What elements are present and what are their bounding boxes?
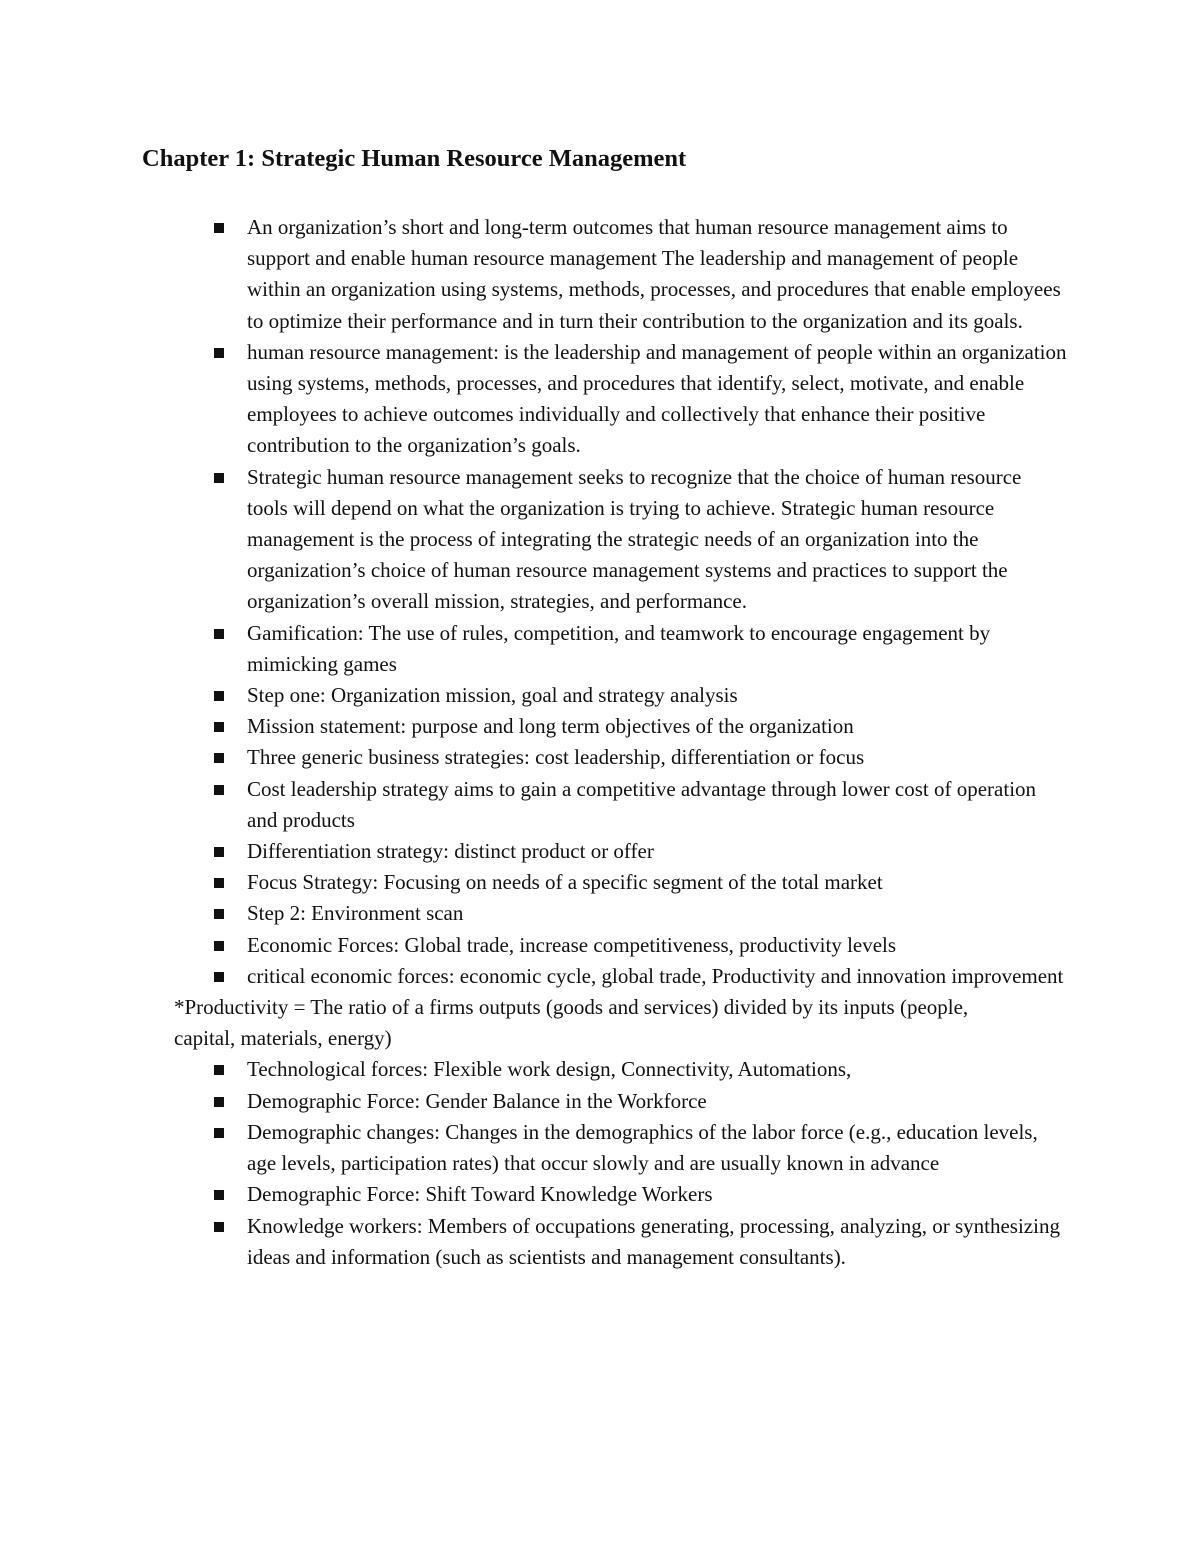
list-item: Economic Forces: Global trade, increase competitiveness, productivity levels [247,930,1067,961]
square-bullet-icon [214,909,224,919]
chapter-heading: Strategic Human Resource Management [255,145,687,172]
list-item: Technological forces: Flexible work design, Connectivity, Automations, [247,1054,1067,1085]
bullet-list-secondary [0,1054,1200,1272]
square-bullet-icon [214,1065,224,1075]
chapter-title [142,142,686,176]
square-bullet-icon [214,941,224,951]
chapter-label: Chapter 1: [142,145,256,172]
square-bullet-icon [214,629,224,639]
square-bullet-icon [214,1190,224,1200]
square-bullet-icon [214,473,224,483]
list-item: human resource management: is the leadership and management of people within an organization using systems, methods, processes, and procedures that identify, select, motivate, and enable employees to achieve outcomes individually and collectively that enhance their positive contribution to the organization’s goals. [247,337,1067,462]
square-bullet-icon [214,1128,224,1138]
list-item: Mission statement: purpose and long term objectives of the organization [247,711,1067,742]
square-bullet-icon [214,1097,224,1107]
list-item: Differentiation strategy: distinct product or offer [247,836,1067,867]
square-bullet-icon [214,691,224,701]
square-bullet-icon [214,847,224,857]
list-item: Demographic Force: Gender Balance in the Workforce [247,1086,1067,1117]
list-item: Step one: Organization mission, goal and strategy analysis [247,680,1067,711]
document-body [0,212,1200,1273]
list-item: Three generic business strategies: cost leadership, differentiation or focus [247,742,1067,773]
list-item: Focus Strategy: Focusing on needs of a specific segment of the total market [247,867,1067,898]
list-item: Strategic human resource management seeks to recognize that the choice of human resource tools will depend on what the organization is trying to achieve. Strategic human resource management is the process of integrating the strategic needs of an organization into the organization’s choice of human resource management systems and practices to support the organization’s overall mission, strategies, and performance. [247,462,1067,618]
square-bullet-icon [214,878,224,888]
list-item: Demographic Force: Shift Toward Knowledge Workers [247,1179,1067,1210]
square-bullet-icon [214,223,224,233]
list-item: An organization’s short and long-term outcomes that human resource management aims to support and enable human resource management The leadership and management of people within an organization using systems, methods, processes, and procedures that enable employees to optimize their performance and in turn their contribution to the organization and its goals. [247,212,1067,337]
list-item: Step 2: Environment scan [247,898,1067,929]
square-bullet-icon [214,1222,224,1232]
list-item: critical economic forces: economic cycle, global trade, Productivity and innovation improvement [247,961,1067,992]
productivity-note: *Productivity = The ratio of a firms outputs (goods and services) divided by its inputs (people, capital, materials, energy) [174,995,969,1051]
bullet-list-primary [0,212,1200,992]
list-item: Knowledge workers: Members of occupations generating, processing, analyzing, or synthesizing ideas and information (such as scientists and management consultants). [247,1211,1067,1273]
square-bullet-icon [214,722,224,732]
list-item: Cost leadership strategy aims to gain a competitive advantage through lower cost of operation and products [247,774,1067,836]
list-item: Gamification: The use of rules, competition, and teamwork to encourage engagement by mimicking games [247,618,1067,680]
square-bullet-icon [214,972,224,982]
list-item: Demographic changes: Changes in the demographics of the labor force (e.g., education levels, age levels, participation rates) that occur slowly and are usually known in advance [247,1117,1067,1179]
square-bullet-icon [214,348,224,358]
square-bullet-icon [214,753,224,763]
square-bullet-icon [214,785,224,795]
